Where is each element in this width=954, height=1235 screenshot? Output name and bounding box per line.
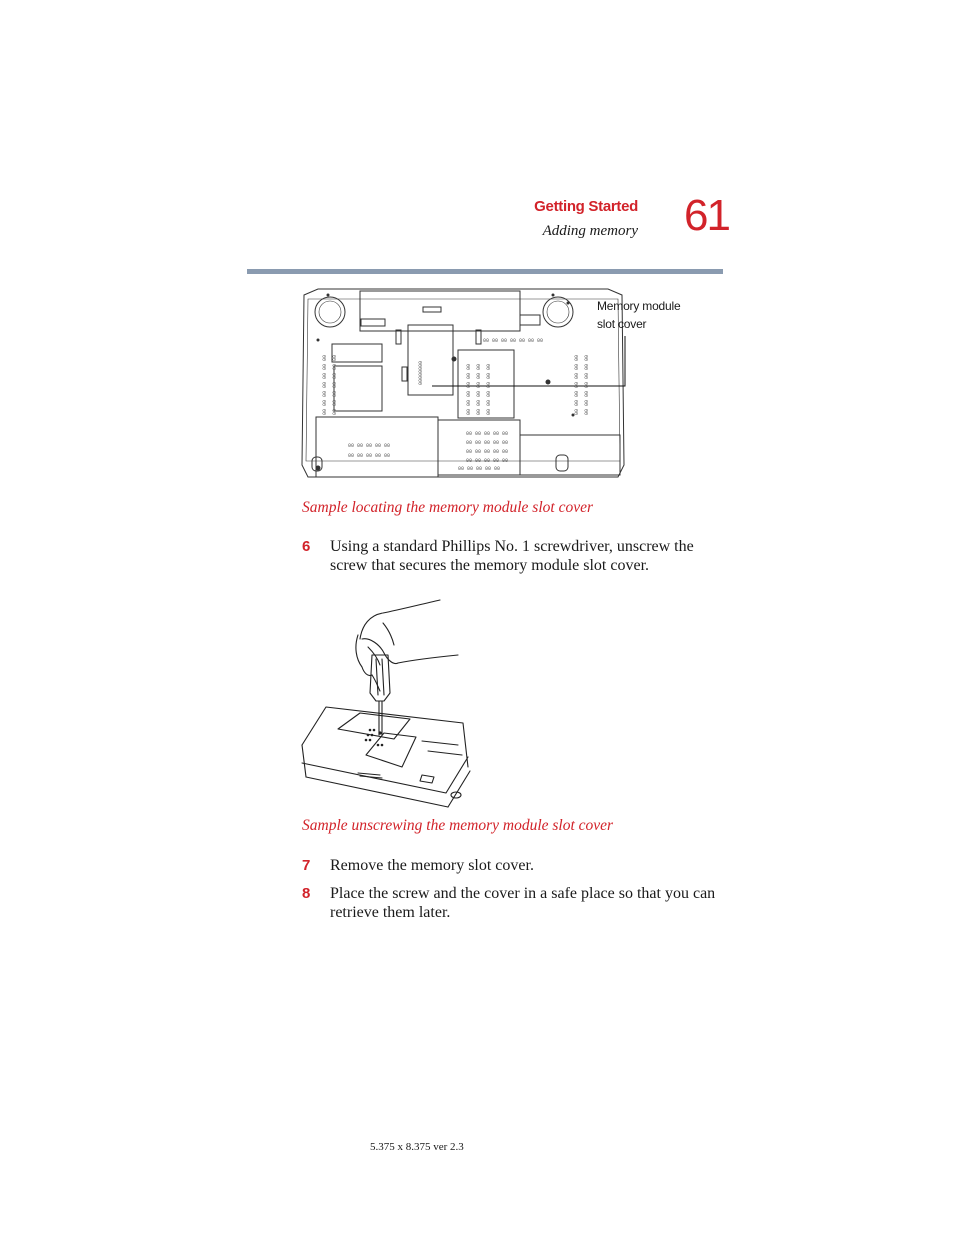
svg-text:00 00 00 00 00 00 00: 00 00 00 00 00 00 00 — [584, 354, 590, 415]
footer-version: 5.375 x 8.375 ver 2.3 — [370, 1141, 464, 1153]
step-6-text: Using a standard Phillips No. 1 screwdriver, unscrew the screw that secures the memory module slot cover. — [330, 538, 694, 574]
header-subsection-title: Adding memory — [542, 223, 638, 239]
callout-label — [597, 297, 680, 333]
header-section-title: Getting Started — [534, 198, 638, 215]
page-number: 61 — [684, 191, 729, 240]
step-7-number: 7 — [302, 857, 311, 874]
figure-1-caption: Sample locating the memory module slot cover — [302, 499, 593, 516]
step-8 — [302, 884, 732, 922]
svg-text:00 00 00 00 00 00 00: 00 00 00 00 00 00 00 — [322, 354, 328, 415]
svg-text:00000000: 00000000 — [418, 360, 424, 385]
svg-text:00 00 00 00 00: 00 00 00 00 00 — [348, 443, 391, 449]
step-6 — [302, 537, 732, 575]
callout-leader-line — [430, 330, 630, 390]
svg-text:00 00 00 00 00: 00 00 00 00 00 — [458, 466, 501, 472]
svg-text:00 00 00 00 00 00 00: 00 00 00 00 00 00 00 — [483, 338, 544, 344]
svg-text:00 00 00 00 00: 00 00 00 00 00 — [466, 440, 509, 446]
callout-line-1: Memory module — [597, 299, 681, 313]
header-rule — [247, 269, 723, 274]
step-8-number: 8 — [302, 885, 311, 902]
step-7 — [302, 856, 732, 875]
svg-text:00 00 00 00 00 00 00: 00 00 00 00 00 00 00 — [574, 354, 580, 415]
step-8-text: Place the screw and the cover in a safe place so that you can retrieve them later. — [330, 885, 716, 921]
svg-text:00 00 00 00 00 00: 00 00 00 00 00 00 — [476, 363, 482, 415]
callout-line-2: slot cover — [597, 317, 647, 331]
svg-text:00 00 00 00 00: 00 00 00 00 00 — [466, 458, 509, 464]
screwdriver-illustration — [298, 595, 473, 815]
svg-text:00 00 00 00 00 00: 00 00 00 00 00 00 — [466, 363, 472, 415]
svg-text:00 00 00 00 00 00 00: 00 00 00 00 00 00 00 — [332, 354, 338, 415]
step-7-text: Remove the memory slot cover. — [330, 857, 534, 874]
figure-2-caption: Sample unscrewing the memory module slot cover — [302, 817, 614, 834]
svg-text:00 00 00 00 00 00: 00 00 00 00 00 00 — [486, 363, 492, 415]
step-6-number: 6 — [302, 538, 311, 555]
svg-text:00 00 00 00 00: 00 00 00 00 00 — [466, 449, 509, 455]
svg-text:00 00 00 00 00: 00 00 00 00 00 — [466, 431, 509, 437]
svg-text:00 00 00 00 00: 00 00 00 00 00 — [348, 453, 391, 459]
